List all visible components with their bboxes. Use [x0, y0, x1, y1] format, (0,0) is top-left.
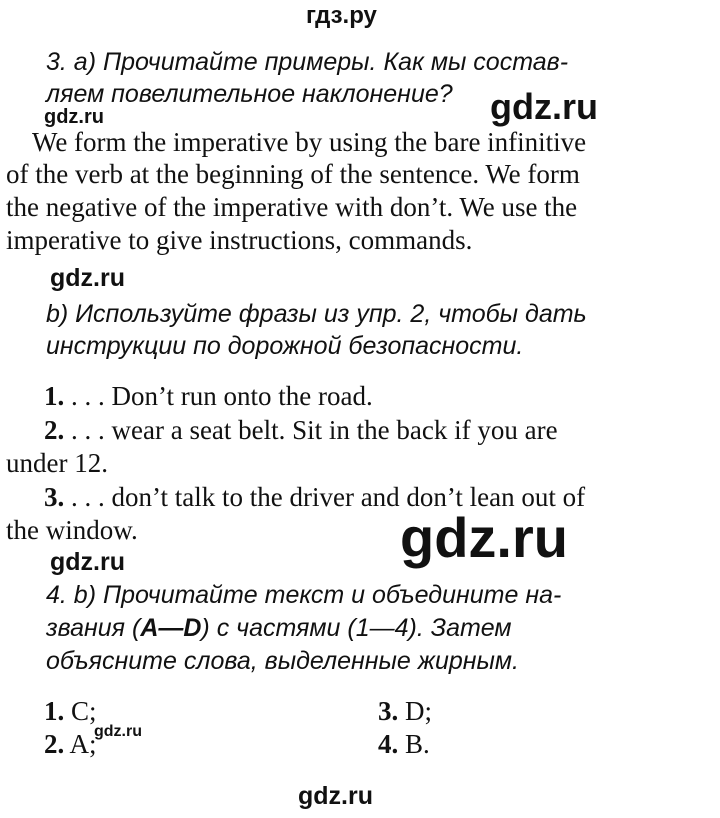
task4b-heading-line2: [46, 612, 512, 644]
watermark-bottom: gdz.ru: [298, 782, 373, 810]
task3b-item-continuation: the window.: [6, 515, 138, 545]
answer-number: 4.: [378, 729, 399, 759]
answer-item: [44, 728, 97, 760]
watermark: gdz.ru: [50, 264, 125, 292]
task3b-item: [44, 380, 373, 412]
answer-text: C;: [64, 696, 97, 726]
task3a-body-line: of the verb at the beginning of the sentence. We form: [6, 159, 580, 189]
watermark: gdz.ru: [44, 106, 104, 128]
answer-text: B.: [398, 729, 430, 759]
item-number: 3.: [44, 482, 65, 512]
answer-item: [44, 695, 97, 727]
task3b-heading-line1: b) Используйте фразы из упр. 2, чтобы дать: [46, 300, 587, 328]
watermark: gdz.ru: [400, 506, 568, 569]
item-text: . . . wear a seat belt. Sit in the back if you are: [64, 415, 558, 445]
task4b-heading-line3: объясните слова, выделенные жирным.: [46, 647, 519, 675]
task4b-heading-line1: 4. b) Прочитайте текст и объедините на-: [46, 581, 562, 609]
task3b-item: [44, 414, 558, 446]
answer-number: 1.: [44, 696, 65, 726]
heading-text: ) с частями (1—4). Затем: [201, 614, 512, 642]
answer-item: [378, 695, 432, 727]
task3a-body-line: We form the imperative by using the bare infinitive: [32, 127, 587, 157]
watermark: gdz.ru: [50, 548, 125, 576]
item-number: 2.: [44, 415, 65, 445]
task3a-heading-line1: 3. a) Прочитайте примеры. Как мы состав-: [46, 48, 569, 76]
watermark: gdz.ru: [94, 723, 142, 740]
item-text: . . . don’t talk to the driver and don’t lean out of: [64, 482, 586, 512]
task3a-body-line: the negative of the imperative with don’t. We use the: [6, 192, 578, 222]
answer-item: [378, 728, 430, 760]
item-number: 1.: [44, 381, 65, 411]
answer-text: A;: [64, 729, 97, 759]
task3b-heading-line2: инструкции по дорожной безопасности.: [46, 332, 524, 360]
heading-bold-range: A—D: [140, 614, 202, 642]
task3a-body-line: imperative to give instructions, commands.: [6, 225, 473, 255]
task3b-item-continuation: under 12.: [6, 448, 108, 478]
item-text: . . . Don’t run onto the road.: [64, 381, 373, 411]
task3b-item: [44, 481, 585, 513]
task3a-heading-line2: ляем повелительное наклонение?: [46, 80, 453, 108]
watermark-top: гдз.ру: [306, 2, 377, 29]
watermark: gdz.ru: [490, 86, 598, 127]
answer-text: D;: [398, 696, 432, 726]
heading-text: звания (: [46, 614, 141, 642]
answer-number: 2.: [44, 729, 65, 759]
answer-number: 3.: [378, 696, 399, 726]
